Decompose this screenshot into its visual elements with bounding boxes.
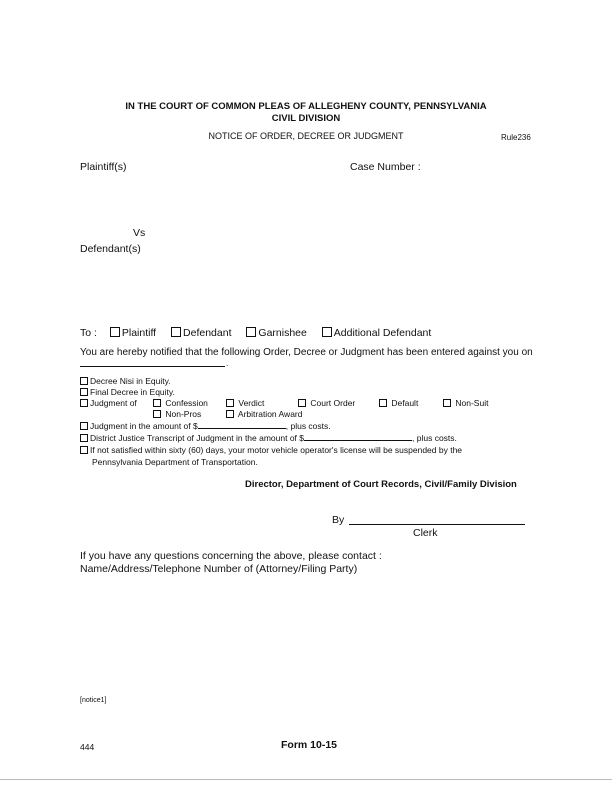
- division-title: CIVIL DIVISION: [271, 113, 341, 124]
- signature-line[interactable]: [349, 524, 525, 525]
- checkbox[interactable]: [80, 377, 88, 385]
- checkbox[interactable]: [246, 327, 256, 337]
- notice-code: [notice1]: [80, 697, 107, 704]
- checkbox[interactable]: [379, 399, 387, 407]
- court-order-item[interactable]: Court Order: [298, 398, 355, 408]
- contact-name-address: Name/Address/Telephone Number of (Attorney/Filing Party): [80, 563, 358, 575]
- checkbox[interactable]: [80, 446, 88, 454]
- judgment-of-item[interactable]: Judgment of: [80, 398, 137, 408]
- checkbox[interactable]: [226, 410, 234, 418]
- case-number-label: Case Number :: [350, 161, 421, 173]
- notified-text: You are hereby notified that the following Order, Decree or Judgment has been entered against you on: [80, 347, 533, 358]
- to-option-additional-defendant[interactable]: Additional Defendant: [322, 327, 432, 339]
- verdict-item[interactable]: Verdict: [226, 398, 264, 408]
- vs-label: Vs: [133, 227, 146, 239]
- checkbox[interactable]: [110, 327, 120, 337]
- by-label: By: [332, 514, 345, 526]
- page-bottom-edge: [0, 779, 612, 780]
- defendant-label: Defendant(s): [80, 243, 141, 255]
- checkbox[interactable]: [322, 327, 332, 337]
- court-title: IN THE COURT OF COMMON PLEAS OF ALLEGHENY COUNTY, PENNSYLVANIA: [125, 101, 487, 112]
- checkbox[interactable]: [171, 327, 181, 337]
- checkbox[interactable]: [80, 388, 88, 396]
- checkbox[interactable]: [80, 434, 88, 442]
- judgment-amount-field[interactable]: [198, 421, 286, 429]
- to-row: [80, 327, 443, 339]
- contact-instructions: If you have any questions concerning the above, please contact :: [80, 550, 382, 562]
- date-entered-line[interactable]: [80, 366, 225, 367]
- clerk-label: Clerk: [413, 527, 438, 539]
- confession-item[interactable]: Confession: [153, 398, 208, 408]
- checkbox[interactable]: [443, 399, 451, 407]
- notice-title: NOTICE OF ORDER, DECREE OR JUDGMENT: [208, 131, 404, 141]
- district-justice-item[interactable]: District Justice Transcript of Judgment in the amount of $ , plus costs.: [80, 433, 457, 443]
- non-pros-item[interactable]: Non-Pros: [153, 409, 201, 419]
- to-option-plaintiff[interactable]: Plaintiff: [110, 327, 156, 339]
- arbitration-award-item[interactable]: Arbitration Award: [226, 409, 302, 419]
- checkbox[interactable]: [80, 399, 88, 407]
- checkbox[interactable]: [226, 399, 234, 407]
- default-item[interactable]: Default: [379, 398, 418, 408]
- license-suspension-continued: Pennsylvania Department of Transportation.: [92, 457, 258, 467]
- to-option-defendant[interactable]: Defendant: [171, 327, 231, 339]
- page-number: 444: [80, 742, 95, 752]
- checkbox[interactable]: [153, 399, 161, 407]
- form-number: Form 10-15: [281, 739, 338, 751]
- judgment-amount-item[interactable]: Judgment in the amount of $ , plus costs.: [80, 421, 331, 431]
- checkbox[interactable]: [80, 422, 88, 430]
- plaintiff-label: Plaintiff(s): [80, 161, 127, 173]
- decree-nisi-item[interactable]: Decree Nisi in Equity.: [80, 376, 171, 386]
- checkbox[interactable]: [298, 399, 306, 407]
- license-suspension-item[interactable]: If not satisfied within sixty (60) days, your motor vehicle operator's license will be suspended by the: [80, 445, 462, 455]
- final-decree-item[interactable]: Final Decree in Equity.: [80, 387, 175, 397]
- director-title: Director, Department of Court Records, Civil/Family Division: [245, 479, 517, 490]
- district-amount-field[interactable]: [304, 433, 412, 441]
- date-suffix: .: [226, 358, 229, 368]
- rule-label: Rule236: [501, 133, 531, 142]
- to-label: To :: [80, 327, 97, 339]
- checkbox[interactable]: [153, 410, 161, 418]
- non-suit-item[interactable]: Non-Suit: [443, 398, 488, 408]
- to-option-garnishee[interactable]: Garnishee: [246, 327, 306, 339]
